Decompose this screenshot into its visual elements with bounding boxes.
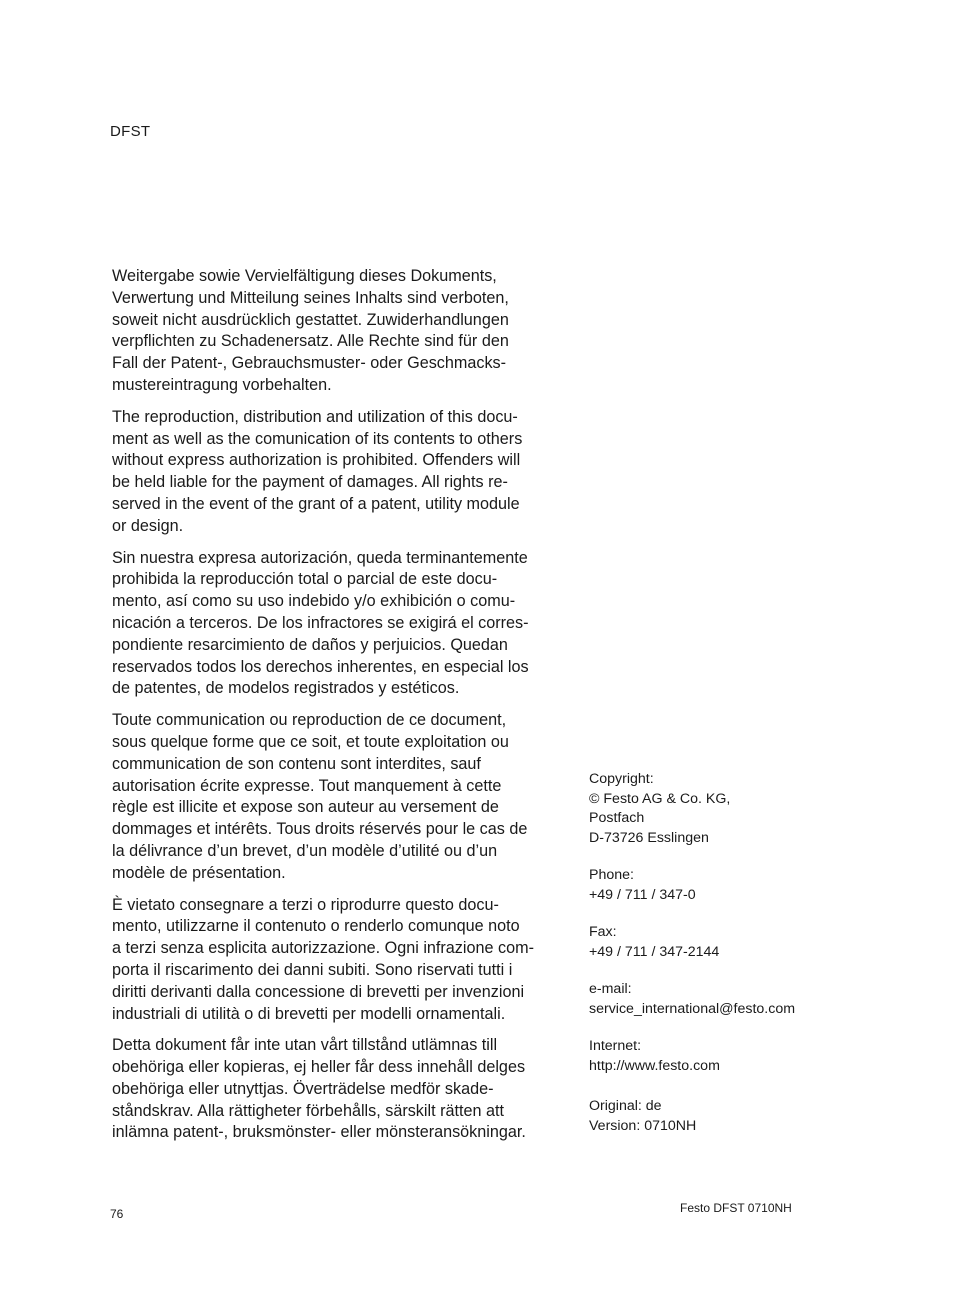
copyright-block: Copyright: © Festo AG & Co. KG, Postfach D-73726 Esslingen [589,771,731,846]
internet-block: Internet: http://www.festo.com [589,1038,720,1074]
legal-notice-swedish: Detta dokument får inte utan vårt tillstånd utlämnas till obehöriga eller kopieras, ej heller får dess innehåll delges obehöriga eller utnyttjas. Överträdelse medför skade- ståndskrav. Alla rättigheter förbehålls, särskilt rätten att inlämna patent-, bruksmönster- eller mönsteransökningar. [112,1036,526,1142]
legal-notice-english: The reproduction, distribution and utilization of this docu- ment as well as the comunication of its contents to others without express authorization is prohibited. Offenders will be held liable for the payment of damages. All rights re- served in the event of the grant of a patent, utility module or design. [112,407,523,535]
contact-info [589,770,829,1136]
product-code: DFST [110,123,151,140]
email-block: e-mail: service_international@festo.com [589,981,796,1017]
fax-block: Fax: +49 / 711 / 347-2144 [589,924,720,960]
document-version: Version: 0710NH [589,1117,697,1134]
legal-notice-french: Toute communication ou reproduction de ce document, sous quelque forme que ce soit, et toute exploitation ou communication de son contenu sont interdites, sauf autorisation écrite expresse. Tout manquement à cette règle est illicite et expose son auteur au versement de dommages et intérêts. Tous droits réservés pour le cas de la délivrance d’un brevet, d’un modèle d’utilité ou d’un modèle de présentation. [112,711,528,882]
legal-notice-spanish: Sin nuestra expresa autorización, queda terminantemente prohibida la reproducción total o parcial de este docu- mento, así como su uso indebido y/o exhibición o comu- nicación a terceros. De los infractores se exigirá el corres- pondiente resarcimiento de daños y perjuicios. Quedan reservados todos los derechos inherentes, en especial los de patentes, de modelos registrados y estéticos. [112,548,529,698]
legal-notice [112,266,560,1154]
page-number: 76 [110,1207,124,1221]
legal-notice-german: Weitergabe sowie Vervielfältigung dieses Dokuments, Verwertung und Mitteilung seines Inhalts sind verboten, soweit nicht ausdrücklich gestattet. Zuwiderhandlungen verpflichten zu Schadenersatz. Alle Rechte sind für den Fall der Patent-, Gebrauchsmuster- oder Geschmacks- mustereintragung vorbehalten. [112,267,509,394]
phone-block: Phone: +49 / 711 / 347-0 [589,867,696,903]
footer-document-id: Festo DFST 0710NH [680,1201,792,1215]
original-language: Original: de [589,1098,662,1114]
legal-notice-italian: È vietato consegnare a terzi o riprodurre questo docu- mento, utilizzarne il contenuto o renderlo comunque noto a terzi senza esplicita autorizzazione. Ogni infrazione com- porta il riscarimento dei danni subiti. Sono riservati tutti i diritti derivanti dalla concessione di brevetti per invenzioni industriali di utilità o di brevetti per modelli ornamentali. [112,895,534,1023]
